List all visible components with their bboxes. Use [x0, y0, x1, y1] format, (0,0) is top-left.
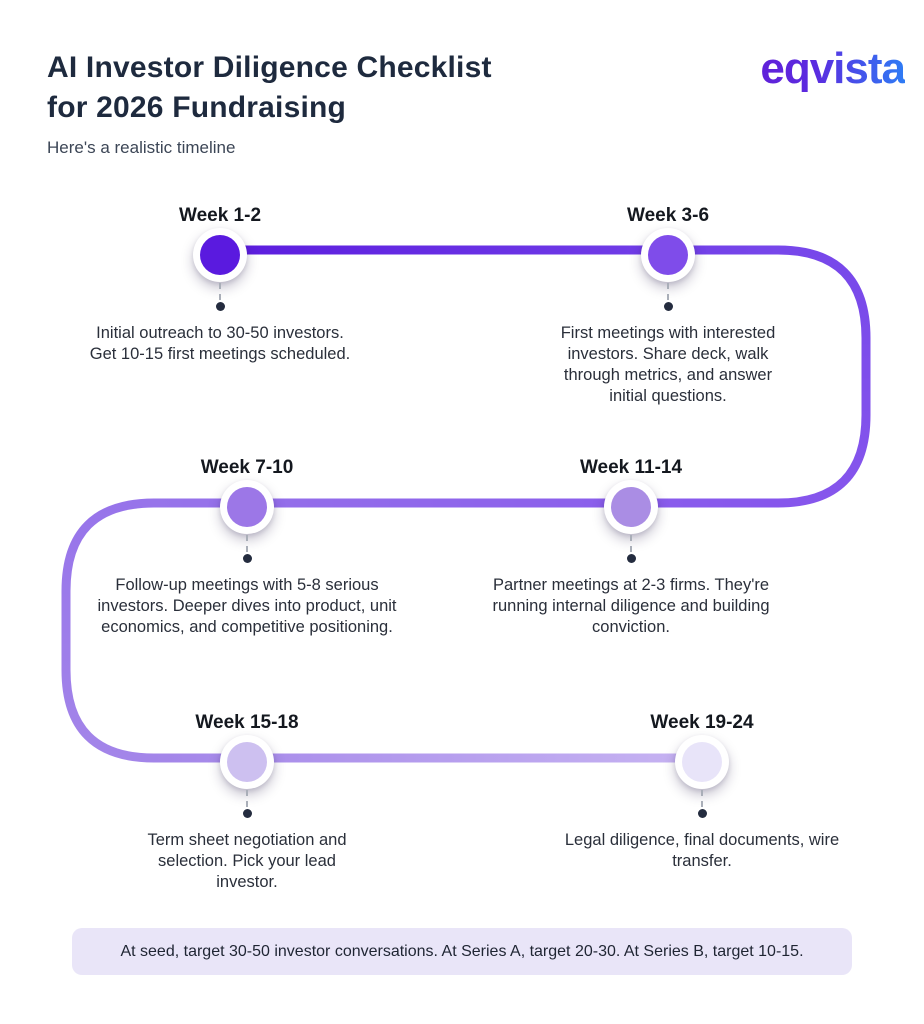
milestone-node	[220, 735, 274, 789]
page-title-line2: for 2026 Fundraising	[47, 90, 347, 124]
milestone-label: Week 15-18	[195, 712, 299, 733]
connector-dot	[627, 554, 636, 563]
milestone-label: Week 11-14	[579, 457, 683, 478]
milestone-dot	[682, 742, 722, 782]
eqvista-logo: eqvista	[760, 44, 905, 93]
milestone-label: Week 3-6	[626, 205, 710, 226]
milestone-week-1-2	[50, 205, 390, 365]
connector-line	[246, 790, 248, 807]
milestone-week-3-6	[498, 205, 838, 407]
milestone-label: Week 19-24	[650, 712, 754, 733]
connector-dot	[698, 809, 707, 818]
milestone-dot	[200, 235, 240, 275]
milestone-week-7-10	[77, 457, 417, 638]
milestone-label: Week 7-10	[200, 457, 294, 478]
milestone-week-15-18	[77, 712, 417, 893]
milestone-description: Follow-up meetings with 5-8 serious investors. Deeper dives into product, unit economics, and competitive positioning.	[97, 576, 397, 637]
connector-line	[246, 535, 248, 552]
milestone-week-11-14	[461, 457, 801, 638]
milestone-description: Partner meetings at 2-3 firms. They're running internal diligence and building conviction.	[492, 576, 770, 637]
milestone-description: Initial outreach to 30-50 investors. Get 10-15 first meetings scheduled.	[89, 324, 351, 364]
connector-dot	[664, 302, 673, 311]
connector-line	[630, 535, 632, 552]
milestone-description: First meetings with interested investors. Share deck, walk through metrics, and answer initial questions.	[560, 324, 776, 406]
milestone-dot	[227, 742, 267, 782]
page-subtitle: Here's a realistic timeline	[47, 138, 236, 157]
connector-line	[701, 790, 703, 807]
milestone-description: Legal diligence, final documents, wire transfer.	[564, 831, 840, 871]
connector-line	[219, 283, 221, 300]
milestone-label: Week 1-2	[178, 205, 262, 226]
connector-dot	[216, 302, 225, 311]
milestone-node	[604, 480, 658, 534]
milestone-dot	[611, 487, 651, 527]
milestone-dot	[227, 487, 267, 527]
connector-dot	[243, 554, 252, 563]
milestone-node	[675, 735, 729, 789]
milestone-dot	[648, 235, 688, 275]
connector-line	[667, 283, 669, 300]
milestone-week-19-24	[532, 712, 872, 872]
milestone-node	[193, 228, 247, 282]
connector-dot	[243, 809, 252, 818]
milestone-node	[641, 228, 695, 282]
milestone-description: Term sheet negotiation and selection. Pick your lead investor.	[147, 831, 347, 892]
page-title-line1: AI Investor Diligence Checklist	[47, 51, 492, 84]
footer-note: At seed, target 30-50 investor conversations. At Series A, target 20-30. At Series B, target 10-15.	[72, 928, 852, 975]
milestone-node	[220, 480, 274, 534]
